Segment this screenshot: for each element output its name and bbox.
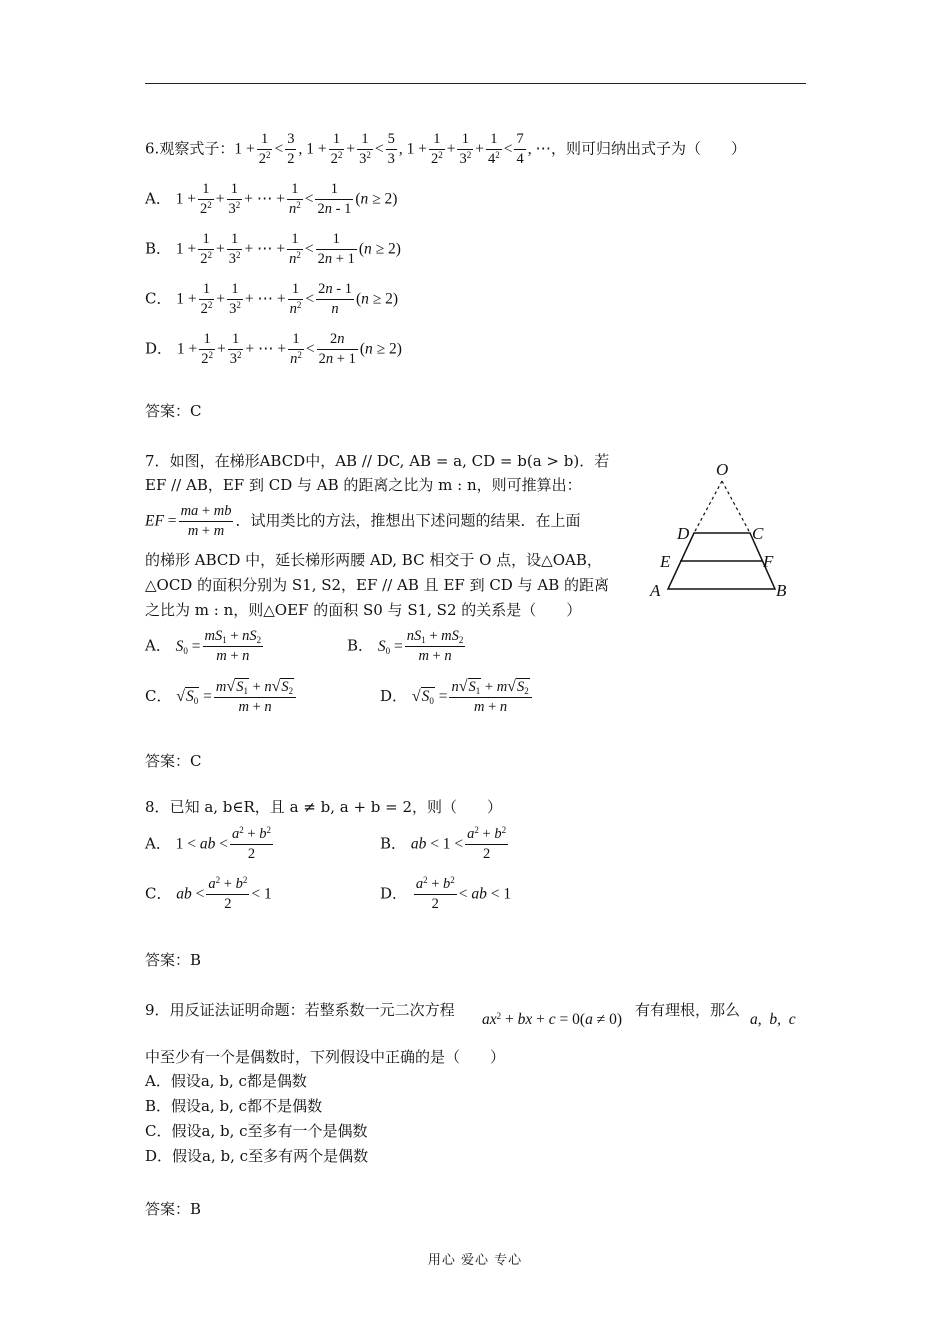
q7-option-a: A． $S_0$ = $\frac{mS_1 + nS_2}{m + n}$ — [145, 628, 262, 664]
q7-line5: △OCD 的面积分别为 S1, S2，EF // AB 且 EF 到 CD 与 AB 的距离 — [145, 576, 609, 594]
q6-option-d: D． 1 + $\frac{1}{2^2}$ + $\frac{1}{3^2}$ + ⋯ + $\frac{1}{n^2}$ < $\frac{2n}{2n + 1}$ (n ≥ 2) — [145, 331, 402, 367]
q8-option-c: C． ab < $\frac{a^2 + b^2}{2}$ < 1 — [145, 875, 272, 912]
q9-variables: a, b, c — [750, 1011, 796, 1028]
label-a: A — [650, 581, 661, 600]
q8-answer: 答案：B — [145, 951, 202, 969]
q8-option-d: D． $\frac{a^2 + b^2}{2}$ < ab < 1 — [380, 875, 512, 912]
q6-stem-prefix: 观察式子： — [159, 139, 235, 158]
label-d: D — [677, 524, 690, 543]
label-o: O — [716, 460, 729, 479]
label-e: E — [660, 552, 671, 571]
q6-option-b: B． 1 + $\frac{1}{2^2}$ + $\frac{1}{3^2}$ + ⋯ + $\frac{1}{n^2}$ < $\frac{1}{2n + 1}$ (n ≥ 2) — [145, 231, 401, 267]
page-footer: 用心 爱心 专心 — [427, 1253, 523, 1268]
dashed-leg-left — [694, 481, 722, 533]
q9-line1: 9．用反证法证明命题：若整系数一元二次方程 — [145, 1001, 455, 1019]
q7-option-c: C． $√S_0$ = $\frac{m√S_1 + n√S_2}{m + n}$ — [145, 677, 298, 717]
q6-option-a: A． 1 + $\frac{1}{2^2}$ + $\frac{1}{3^2}$ + ⋯ + $\frac{1}{n^2}$ < $\frac{1}{2n - 1}$ (n ≥ 2) — [145, 181, 398, 217]
q6-stem-suffix: ，则可归纳出式子为（ ） — [550, 139, 746, 158]
q7-option-d: D． $√S_0$ = $\frac{n√S_1 + m√S_2}{m + n}$ — [380, 677, 534, 717]
trapezoid-figure — [640, 455, 800, 605]
q9-line2: 中至少有一个是偶数时，下列假设中正确的是（ ） — [145, 1048, 506, 1066]
q8-stem: 8．已知 a, b∈R，且 a ≠ b, a + b = 2，则（ ） — [145, 798, 503, 816]
q7-line6: 之比为 m : n，则△OEF 的面积 S0 与 S1, S2 的关系是（ ） — [145, 601, 582, 619]
q7-option-b: B． $S_0$ = $\frac{nS_1 + mS_2}{m + n}$ — [347, 628, 464, 664]
q9-option-c: C．假设a, b, c至多有一个是偶数 — [145, 1122, 368, 1140]
q6-option-c: C． 1 + $\frac{1}{2^2}$ + $\frac{1}{3^2}$ + ⋯ + $\frac{1}{n^2}$ < $\frac{2n - 1}{n}$ (n ≥ 2) — [145, 281, 399, 317]
label-c: C — [752, 524, 764, 543]
q9-equation: $ax^2$ + bx + c = 0(a ≠ 0) — [482, 1011, 622, 1028]
q9-answer: 答案：B — [145, 1200, 202, 1218]
q6-number: 6 — [145, 139, 155, 158]
q9-option-a: A．假设a, b, c都是偶数 — [145, 1072, 307, 1090]
q6-answer: 答案：C — [145, 402, 202, 420]
q8-option-b: B． ab < 1 < $\frac{a^2 + b^2}{2}$ — [380, 825, 507, 862]
q9-option-d: D．假设a, b, c至多有两个是偶数 — [145, 1147, 369, 1165]
label-b: B — [776, 581, 787, 600]
q6-stem: 6.观察式子：1 + $\frac{1}{2^2}$ < $\frac{3}{2}$ , 1 + $\frac{1}{2^2}$ + $\frac{1}{3^2}$ < $\frac{5}{3}$ , 1 + $\frac{1}{2^2}$ + $\frac{1}{3^2}$ + $\frac{1}{4^2}$ < $\frac{7}{4}$ , ⋯，则可归纳出式子为（ ） — [145, 131, 746, 167]
label-f: F — [763, 552, 774, 571]
q7-line4: 的梯形 ABCD 中，延长梯形两腰 AD, BC 相交于 O 点，设△OAB， — [145, 551, 602, 569]
q9-line1-suffix: 有有理根，那么 — [635, 1001, 741, 1019]
q7-line1: 7．如图，在梯形ABCD中，AB // DC, AB = a, CD = b(a > b)．若 — [145, 452, 610, 470]
q7-line3: EF = $\frac{ma + mb}{m + m}$ ．试用类比的方法，推想出下述问题的结果．在上面 — [145, 503, 581, 539]
q7-answer: 答案：C — [145, 752, 202, 770]
dashed-leg-right — [722, 481, 750, 533]
q8-option-a: A． 1 < ab < $\frac{a^2 + b^2}{2}$ — [145, 825, 271, 862]
header-rule — [145, 83, 806, 84]
q9-option-b: B．假设a, b, c都不是偶数 — [145, 1097, 323, 1115]
q7-line2: EF // AB，EF 到 CD 与 AB 的距离之比为 m : n，则可推算出： — [145, 476, 582, 494]
